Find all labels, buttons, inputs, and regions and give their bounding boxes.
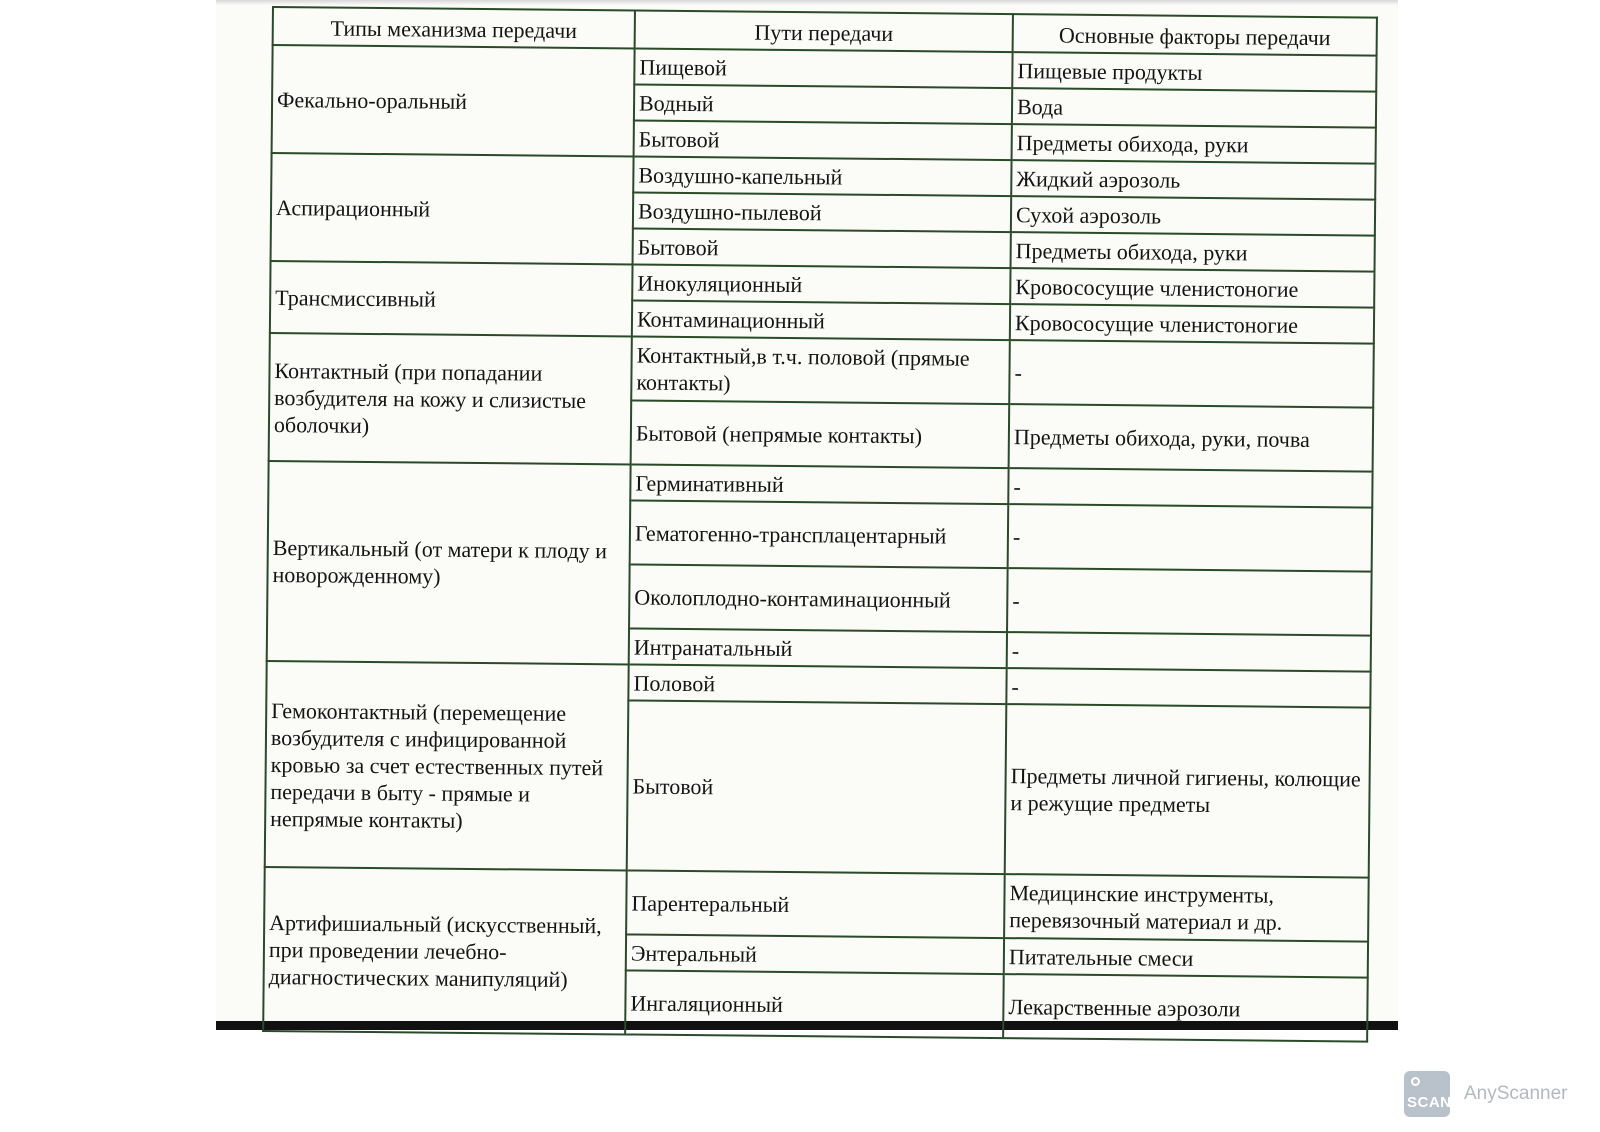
route-cell: Гематогенно-трансплацентарный: [630, 500, 1009, 568]
route-cell: Бытовой: [633, 228, 1011, 268]
route-cell: Воздушно-пылевой: [633, 192, 1011, 232]
factor-cell: -: [1009, 340, 1374, 407]
scanner-logo-label: SCAN: [1407, 1094, 1452, 1111]
factor-cell: -: [1006, 668, 1370, 707]
route-cell: Герминативный: [630, 464, 1008, 504]
factor-cell: Питательные смеси: [1004, 938, 1368, 977]
factor-cell: Пищевые продукты: [1012, 52, 1376, 91]
factor-cell: Предметы личной гигиены, колющие и режущие предметы: [1005, 704, 1371, 877]
route-cell: Водный: [634, 84, 1012, 124]
header-mechanism-types: Типы механизма передачи: [273, 7, 635, 48]
route-cell: Интранатальный: [629, 628, 1007, 668]
route-cell: Контактный,в т.ч. половой (прямые контакты): [631, 336, 1010, 404]
header-routes: Пути передачи: [635, 10, 1013, 52]
factor-cell: Предметы обихода, руки: [1011, 232, 1375, 271]
factor-cell: Предметы обихода, руки, почва: [1009, 404, 1374, 471]
factor-cell: Предметы обихода, руки: [1012, 124, 1376, 163]
mechanism-cell: Гемоконтактный (перемещение возбудителя с инфицированной кровью за счет естественных путей передачи в быту - прямые и непрямые контакты): [265, 661, 629, 870]
route-cell: Воздушно-капельный: [633, 156, 1011, 196]
header-factors: Основные факторы передачи: [1013, 14, 1377, 55]
factor-cell: Лекарственные аэрозоли: [1003, 974, 1368, 1041]
route-cell: Парентеральный: [626, 870, 1005, 938]
route-cell: Ингаляционный: [625, 970, 1004, 1038]
factor-cell: Вода: [1012, 88, 1376, 127]
scanned-page: [216, 0, 1398, 1030]
route-cell: Бытовой: [634, 120, 1012, 160]
mechanism-cell: Вертикальный (от матери к плоду и новорожденному): [267, 461, 631, 664]
scanner-logo-icon: [1404, 1071, 1450, 1117]
mechanism-cell: Фекально-оральный: [272, 45, 635, 156]
mechanism-cell: Артифишиальный (искусственный, при проведении лечебно-диагностических манипуляций): [263, 867, 627, 1034]
factor-cell: Сухой аэрозоль: [1011, 196, 1375, 235]
factor-cell: Кровососущие членистоногие: [1010, 304, 1374, 343]
mechanism-cell: Контактный (при попадании возбудителя на кожу и слизистые оболочки): [269, 333, 632, 464]
route-cell: Половой: [628, 664, 1006, 704]
factor-cell: Жидкий аэрозоль: [1011, 160, 1375, 199]
anyscanner-watermark: [1404, 1071, 1568, 1117]
mechanism-cell: Аспирационный: [271, 153, 634, 264]
route-cell: Контаминационный: [632, 300, 1010, 340]
factor-cell: Кровососущие членистоногие: [1010, 268, 1374, 307]
factor-cell: -: [1007, 632, 1371, 671]
route-cell: Бытовой (непрямые контакты): [631, 400, 1010, 468]
transmission-table: [262, 6, 1378, 1043]
factor-cell: -: [1008, 468, 1372, 507]
route-cell: Инокуляционный: [632, 264, 1010, 304]
factor-cell: -: [1007, 568, 1372, 635]
scanner-app-name: AnyScanner: [1464, 1083, 1568, 1104]
table-row: [269, 333, 1374, 408]
route-cell: Бытовой: [627, 700, 1007, 874]
mechanism-cell: Трансмиссивный: [270, 261, 633, 336]
factor-cell: Медицинские инструменты, перевязочный материал и др.: [1004, 874, 1369, 941]
route-cell: Околоплодно-контаминационный: [629, 564, 1008, 632]
route-cell: Пищевой: [634, 48, 1012, 88]
table-row: [264, 867, 1369, 942]
route-cell: Энтеральный: [626, 934, 1004, 974]
factor-cell: -: [1008, 504, 1373, 571]
